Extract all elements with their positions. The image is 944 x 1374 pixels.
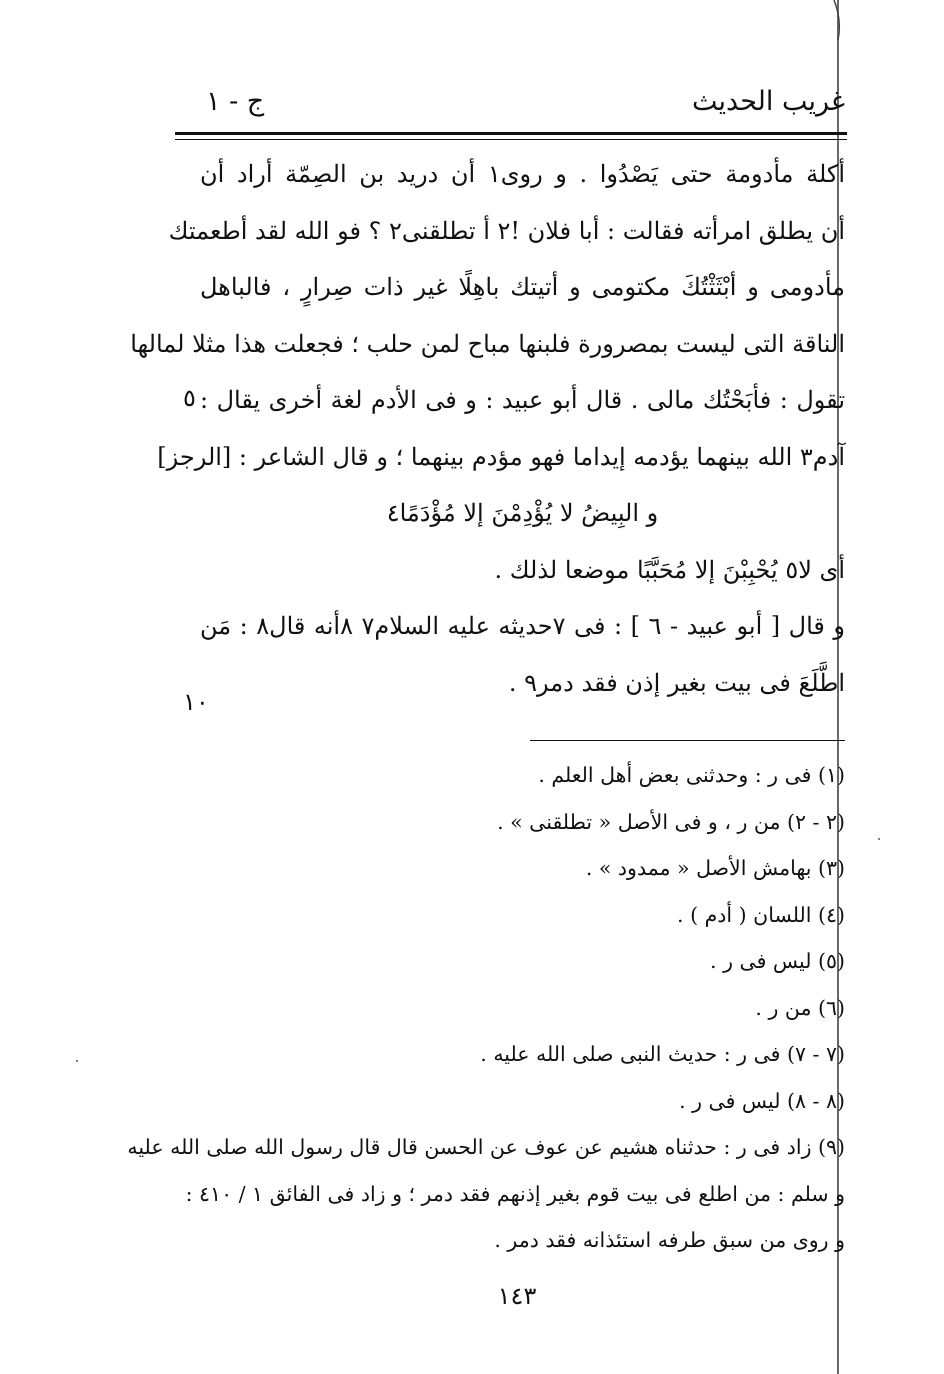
text-line: أكلة مأدومة حتى يَصْدُوا . و روى١ أن دريد بن الصِمّة أراد أن xyxy=(200,160,845,188)
footnote: (٧ - ٧) فى ر : حديث النبى صلى الله عليه . xyxy=(480,1042,845,1066)
scan-speck xyxy=(76,1060,78,1062)
footnote: (٩) زاد فى ر : حدثناه هشيم عن عوف عن الحسن قال قال رسول الله صلى الله عليه xyxy=(127,1135,845,1159)
running-header-title: غريب الحديث xyxy=(692,86,845,117)
running-header xyxy=(180,82,845,126)
scan-speck xyxy=(878,838,880,840)
text-line: اطَّلَعَ فى بيت بغير إذن فقد دمر٩ . xyxy=(508,668,845,697)
verse-line: و البِيضُ لا يُؤْدِمْنَ إلا مُؤْدَمًا٤ xyxy=(386,499,659,527)
footnote: (١) فى ر : وحدثنى بعض أهل العلم . xyxy=(538,763,845,787)
footnote: (٣) بهامش الأصل « ممدود » . xyxy=(585,856,845,880)
page-number xyxy=(0,1282,944,1310)
footnote-continuation: و روى من سبق طرفه استئذانه فقد دمر . xyxy=(494,1228,845,1252)
text-line: تقول : فأبَحْتُك مالى . قال أبو عبيد : و فى الأدم لغة أخرى يقال : xyxy=(200,386,845,414)
header-rule-thin xyxy=(175,139,847,140)
text-line: الناقة التى ليست بمصرورة فلبنها مباح لمن حلب ؛ فجعلت هذا مثلا لمالها xyxy=(130,329,845,358)
text-line: و قال [ أبو عبيد - ٦ ] : فى ٧حديثه عليه السلام٧ ٨أنه قال٨ : مَن xyxy=(200,612,845,640)
page-number-value: ١٤٣ xyxy=(497,1282,537,1310)
line-number-10: ١٠ xyxy=(183,688,209,716)
footnote: (٨ - ٨) ليس فى ر . xyxy=(679,1088,845,1113)
line-number-5: ٥ xyxy=(183,384,196,412)
text-line: أى لا٥ يُحْبِبْنَ إلا مُحَبَّبًا موضعا لذلك . xyxy=(494,555,845,584)
header-rule-thick xyxy=(175,132,847,135)
footnote: (٤) اللسان ( أدم ) . xyxy=(677,902,845,927)
text-line: مأدومى و أبْثَثْتُكَ مكتومى و أتيتك باهِلًا غير ذات صِرارٍ ، فالباهل xyxy=(200,273,845,301)
footnote-continuation: و سلم : من اطلع فى بيت قوم بغير إذنهم فقد دمر ؛ و زاد فى الفائق ١ / ٤١٠ : xyxy=(185,1181,845,1206)
footnote-separator xyxy=(530,740,845,741)
text-line: آدم٣ الله بينهما يؤدمه إيداما فهو مؤدم بينهما ؛ و قال الشاعر : [الرجز] xyxy=(157,442,845,471)
text-line: أن يطلق امرأته فقالت : أبا فلان !٢ أ تطلقنى٢ ؟ فو الله لقد أطعمتك xyxy=(168,216,845,245)
running-header-volume: ج - ١ xyxy=(206,86,265,117)
footnote: (٦) من ر . xyxy=(755,995,845,1020)
footnote: (٥) ليس فى ر . xyxy=(710,949,845,973)
footnote: (٢ - ٢) من ر ، و فى الأصل « تطلقنى » . xyxy=(497,809,845,834)
footnotes xyxy=(127,752,845,1264)
